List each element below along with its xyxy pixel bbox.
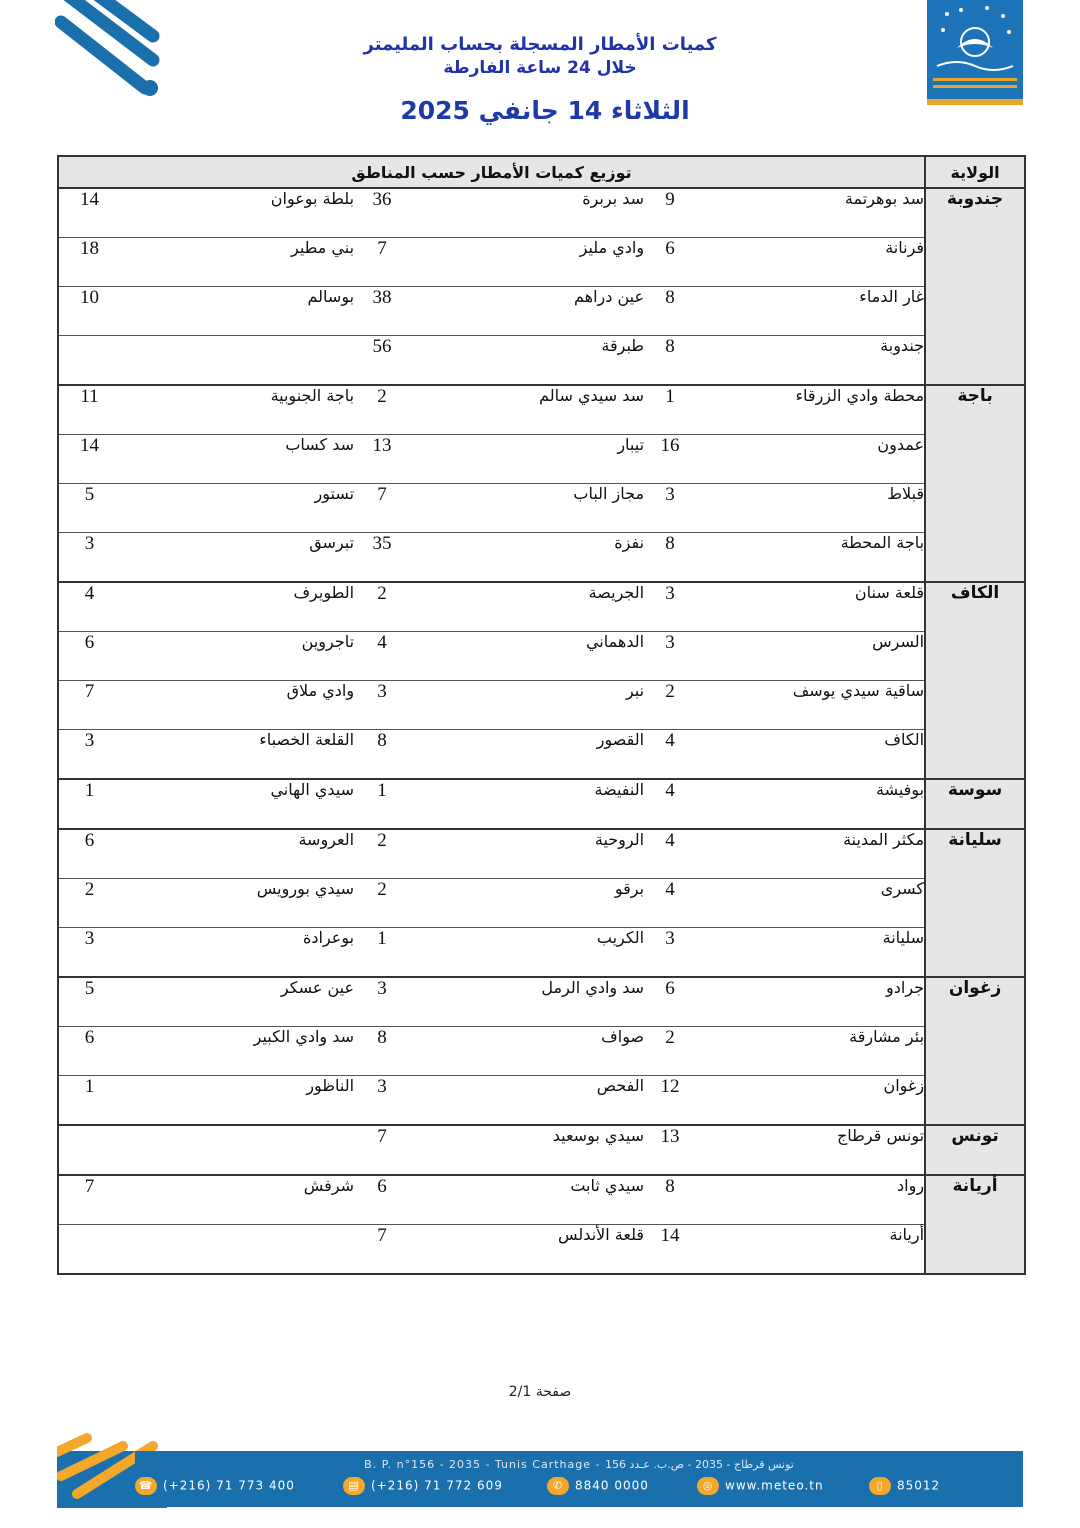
station-name: أريانة bbox=[696, 1225, 925, 1275]
station-name: بوعرادة bbox=[120, 928, 354, 978]
station-name: قبلاط bbox=[696, 484, 925, 533]
station-name: طبرقة bbox=[410, 336, 644, 386]
station-name: الطويرف bbox=[120, 582, 354, 632]
station-name: سد بربرة bbox=[410, 188, 644, 238]
rain-value: 2 bbox=[644, 1027, 696, 1076]
rain-value bbox=[58, 1225, 120, 1275]
station-name: محطة وادي الزرقاء bbox=[696, 385, 925, 435]
rain-value: 2 bbox=[644, 681, 696, 730]
station-name: سليانة bbox=[696, 928, 925, 978]
rain-value: 12 bbox=[644, 1076, 696, 1126]
station-name: غار الدماء bbox=[696, 287, 925, 336]
station-name: وادي ملاق bbox=[120, 681, 354, 730]
rain-value: 8 bbox=[354, 730, 410, 780]
footer-phone: ☎ (+216) 71 773 400 bbox=[135, 1477, 295, 1495]
station-name: تستور bbox=[120, 484, 354, 533]
rain-value: 2 bbox=[354, 829, 410, 879]
table-row bbox=[58, 977, 1025, 1027]
rain-value bbox=[58, 1125, 120, 1175]
station-name: سد وادي الرمل bbox=[410, 977, 644, 1027]
rain-value: 1 bbox=[354, 779, 410, 829]
station-name: سيدي الهاني bbox=[120, 779, 354, 829]
page-number: صفحة 2/1 bbox=[508, 1384, 572, 1400]
station-name bbox=[120, 1125, 354, 1175]
rain-value: 6 bbox=[354, 1175, 410, 1225]
station-name: النفيضة bbox=[410, 779, 644, 829]
rain-value: 2 bbox=[354, 582, 410, 632]
station-name: الناظور bbox=[120, 1076, 354, 1126]
station-name: بوفيشة bbox=[696, 779, 925, 829]
table-row bbox=[58, 336, 1025, 386]
table-row bbox=[58, 1175, 1025, 1225]
governorate-cell: الكاف bbox=[925, 582, 1025, 779]
rain-value: 13 bbox=[644, 1125, 696, 1175]
station-name: باجة الجنوبية bbox=[120, 385, 354, 435]
decorative-stripes bbox=[55, 0, 185, 105]
rain-value: 4 bbox=[644, 730, 696, 780]
rain-value: 3 bbox=[354, 681, 410, 730]
rain-value: 3 bbox=[58, 533, 120, 583]
table-row bbox=[58, 1125, 1025, 1175]
footer-short-number: ▯ 85012 bbox=[869, 1477, 940, 1495]
station-name: الدهماني bbox=[410, 632, 644, 681]
rain-value: 8 bbox=[644, 287, 696, 336]
rainfall-table bbox=[57, 155, 1026, 1275]
station-name: تاجروين bbox=[120, 632, 354, 681]
table-row bbox=[58, 385, 1025, 435]
rain-value: 7 bbox=[354, 484, 410, 533]
footer-green-number: ✆ 8840 0000 bbox=[547, 1477, 649, 1495]
station-name: جرادو bbox=[696, 977, 925, 1027]
rain-value: 7 bbox=[58, 681, 120, 730]
rain-value: 7 bbox=[354, 1225, 410, 1275]
rain-value: 8 bbox=[644, 533, 696, 583]
table-row bbox=[58, 287, 1025, 336]
table-row bbox=[58, 730, 1025, 780]
phone-icon: ☎ bbox=[135, 1477, 157, 1495]
station-name: تيبار bbox=[410, 435, 644, 484]
table-row bbox=[58, 533, 1025, 583]
table-row bbox=[58, 879, 1025, 928]
station-name: بوسالم bbox=[120, 287, 354, 336]
rain-value: 35 bbox=[354, 533, 410, 583]
footer-website[interactable]: ◎ www.meteo.tn bbox=[697, 1477, 824, 1495]
station-name: القصور bbox=[410, 730, 644, 780]
table-row bbox=[58, 582, 1025, 632]
station-name: سد كساب bbox=[120, 435, 354, 484]
table-row bbox=[58, 779, 1025, 829]
rain-value: 4 bbox=[644, 879, 696, 928]
rain-value: 1 bbox=[58, 779, 120, 829]
station-name: الفحص bbox=[410, 1076, 644, 1126]
report-title: كميات الأمطار المسجلة بحساب المليمتر bbox=[363, 34, 717, 55]
distribution-header: توزيع كميات الأمطار حسب المناطق bbox=[58, 156, 925, 188]
rain-value: 7 bbox=[58, 1175, 120, 1225]
table-row bbox=[58, 484, 1025, 533]
table-row bbox=[58, 681, 1025, 730]
station-name: باجة المحطة bbox=[696, 533, 925, 583]
station-name: القلعة الخصباء bbox=[120, 730, 354, 780]
rain-value: 4 bbox=[58, 582, 120, 632]
rain-value bbox=[58, 336, 120, 386]
governorate-cell: سوسة bbox=[925, 779, 1025, 829]
rain-value: 10 bbox=[58, 287, 120, 336]
call-icon: ✆ bbox=[547, 1477, 569, 1495]
station-name: عين دراهم bbox=[410, 287, 644, 336]
table-row bbox=[58, 829, 1025, 879]
rain-value: 11 bbox=[58, 385, 120, 435]
station-name: سد وادي الكبير bbox=[120, 1027, 354, 1076]
rain-value: 3 bbox=[644, 632, 696, 681]
rain-value: 4 bbox=[644, 779, 696, 829]
rain-value: 56 bbox=[354, 336, 410, 386]
rain-value: 8 bbox=[354, 1027, 410, 1076]
station-name: الكريب bbox=[410, 928, 644, 978]
rain-value: 13 bbox=[354, 435, 410, 484]
station-name: صواف bbox=[410, 1027, 644, 1076]
station-name: سد بوهرتمة bbox=[696, 188, 925, 238]
report-date: الثلاثاء 14 جانفي 2025 bbox=[400, 96, 690, 125]
rain-value: 6 bbox=[644, 977, 696, 1027]
rain-value: 14 bbox=[644, 1225, 696, 1275]
station-name: جندوبة bbox=[696, 336, 925, 386]
governorate-cell: باجة bbox=[925, 385, 1025, 582]
rain-value: 3 bbox=[354, 1076, 410, 1126]
station-name: زغوان bbox=[696, 1076, 925, 1126]
station-name: نبر bbox=[410, 681, 644, 730]
table-row bbox=[58, 188, 1025, 238]
table-row bbox=[58, 1076, 1025, 1126]
station-name: سيدي ثابت bbox=[410, 1175, 644, 1225]
rain-value: 8 bbox=[644, 336, 696, 386]
meteo-logo bbox=[927, 0, 1023, 105]
rain-value: 6 bbox=[58, 829, 120, 879]
station-name: نفزة bbox=[410, 533, 644, 583]
rain-value: 2 bbox=[58, 879, 120, 928]
station-name: قلعة سنان bbox=[696, 582, 925, 632]
station-name: مكثر المدينة bbox=[696, 829, 925, 879]
station-name: برقو bbox=[410, 879, 644, 928]
rain-value: 7 bbox=[354, 1125, 410, 1175]
table-row bbox=[58, 435, 1025, 484]
governorate-cell: زغوان bbox=[925, 977, 1025, 1125]
governorate-cell: سليانة bbox=[925, 829, 1025, 977]
governorate-cell: أريانة bbox=[925, 1175, 1025, 1274]
rain-value: 4 bbox=[354, 632, 410, 681]
rain-value: 3 bbox=[354, 977, 410, 1027]
rain-value: 9 bbox=[644, 188, 696, 238]
rain-value: 1 bbox=[58, 1076, 120, 1126]
web-icon: ◎ bbox=[697, 1477, 719, 1495]
footer-bar bbox=[135, 1451, 1023, 1507]
rain-value: 1 bbox=[644, 385, 696, 435]
footer-address: B. P. n°156 - 2035 - Tunis Carthage - تونس قرطاج - 2035 - ص.ب. عـدد 156 bbox=[364, 1458, 794, 1471]
station-name: فرنانة bbox=[696, 238, 925, 287]
rain-value: 18 bbox=[58, 238, 120, 287]
table-row bbox=[58, 1225, 1025, 1275]
rain-value: 2 bbox=[354, 385, 410, 435]
station-name: مجاز الباب bbox=[410, 484, 644, 533]
rain-value: 14 bbox=[58, 435, 120, 484]
rain-value: 5 bbox=[58, 484, 120, 533]
rain-value: 5 bbox=[58, 977, 120, 1027]
rain-value: 6 bbox=[58, 632, 120, 681]
rain-value: 6 bbox=[644, 238, 696, 287]
rain-value: 4 bbox=[644, 829, 696, 879]
station-name: بلطة بوعوان bbox=[120, 188, 354, 238]
station-name: كسرى bbox=[696, 879, 925, 928]
table-header-row bbox=[58, 156, 1025, 188]
station-name: السرس bbox=[696, 632, 925, 681]
station-name: سد سيدي سالم bbox=[410, 385, 644, 435]
rain-value: 3 bbox=[644, 484, 696, 533]
mobile-icon: ▯ bbox=[869, 1477, 891, 1495]
station-name: سيدي بوسعيد bbox=[410, 1125, 644, 1175]
station-name: شرفش bbox=[120, 1175, 354, 1225]
station-name: رواد bbox=[696, 1175, 925, 1225]
fax-icon: ▤ bbox=[343, 1477, 365, 1495]
station-name: العروسة bbox=[120, 829, 354, 879]
rain-value: 3 bbox=[58, 730, 120, 780]
station-name: سيدي بورويس bbox=[120, 879, 354, 928]
governorate-header: الولاية bbox=[925, 156, 1025, 188]
rain-value: 1 bbox=[354, 928, 410, 978]
table-row bbox=[58, 928, 1025, 978]
station-name: تونس قرطاج bbox=[696, 1125, 925, 1175]
station-name: الكاف bbox=[696, 730, 925, 780]
table-row bbox=[58, 1027, 1025, 1076]
rain-value: 16 bbox=[644, 435, 696, 484]
rain-value: 38 bbox=[354, 287, 410, 336]
rain-value: 3 bbox=[644, 928, 696, 978]
station-name: عين عسكر bbox=[120, 977, 354, 1027]
station-name: قلعة الأندلس bbox=[410, 1225, 644, 1275]
table-row bbox=[58, 632, 1025, 681]
station-name: الجريصة bbox=[410, 582, 644, 632]
governorate-cell: جندوبة bbox=[925, 188, 1025, 385]
rain-value: 3 bbox=[58, 928, 120, 978]
governorate-cell: تونس bbox=[925, 1125, 1025, 1175]
station-name: تبرسق bbox=[120, 533, 354, 583]
rain-value: 3 bbox=[644, 582, 696, 632]
footer-fax: ▤ (+216) 71 772 609 bbox=[343, 1477, 503, 1495]
rain-value: 36 bbox=[354, 188, 410, 238]
station-name: ساقية سيدي يوسف bbox=[696, 681, 925, 730]
rain-value: 6 bbox=[58, 1027, 120, 1076]
rain-value: 14 bbox=[58, 188, 120, 238]
table-row bbox=[58, 238, 1025, 287]
rain-value: 7 bbox=[354, 238, 410, 287]
station-name bbox=[120, 1225, 354, 1275]
station-name: بئر مشارقة bbox=[696, 1027, 925, 1076]
station-name bbox=[120, 336, 354, 386]
rain-value: 8 bbox=[644, 1175, 696, 1225]
rain-value: 2 bbox=[354, 879, 410, 928]
report-subtitle: خلال 24 ساعة الفارطة bbox=[443, 58, 637, 78]
station-name: عمدون bbox=[696, 435, 925, 484]
station-name: الروحية bbox=[410, 829, 644, 879]
station-name: وادي مليز bbox=[410, 238, 644, 287]
station-name: بني مطير bbox=[120, 238, 354, 287]
